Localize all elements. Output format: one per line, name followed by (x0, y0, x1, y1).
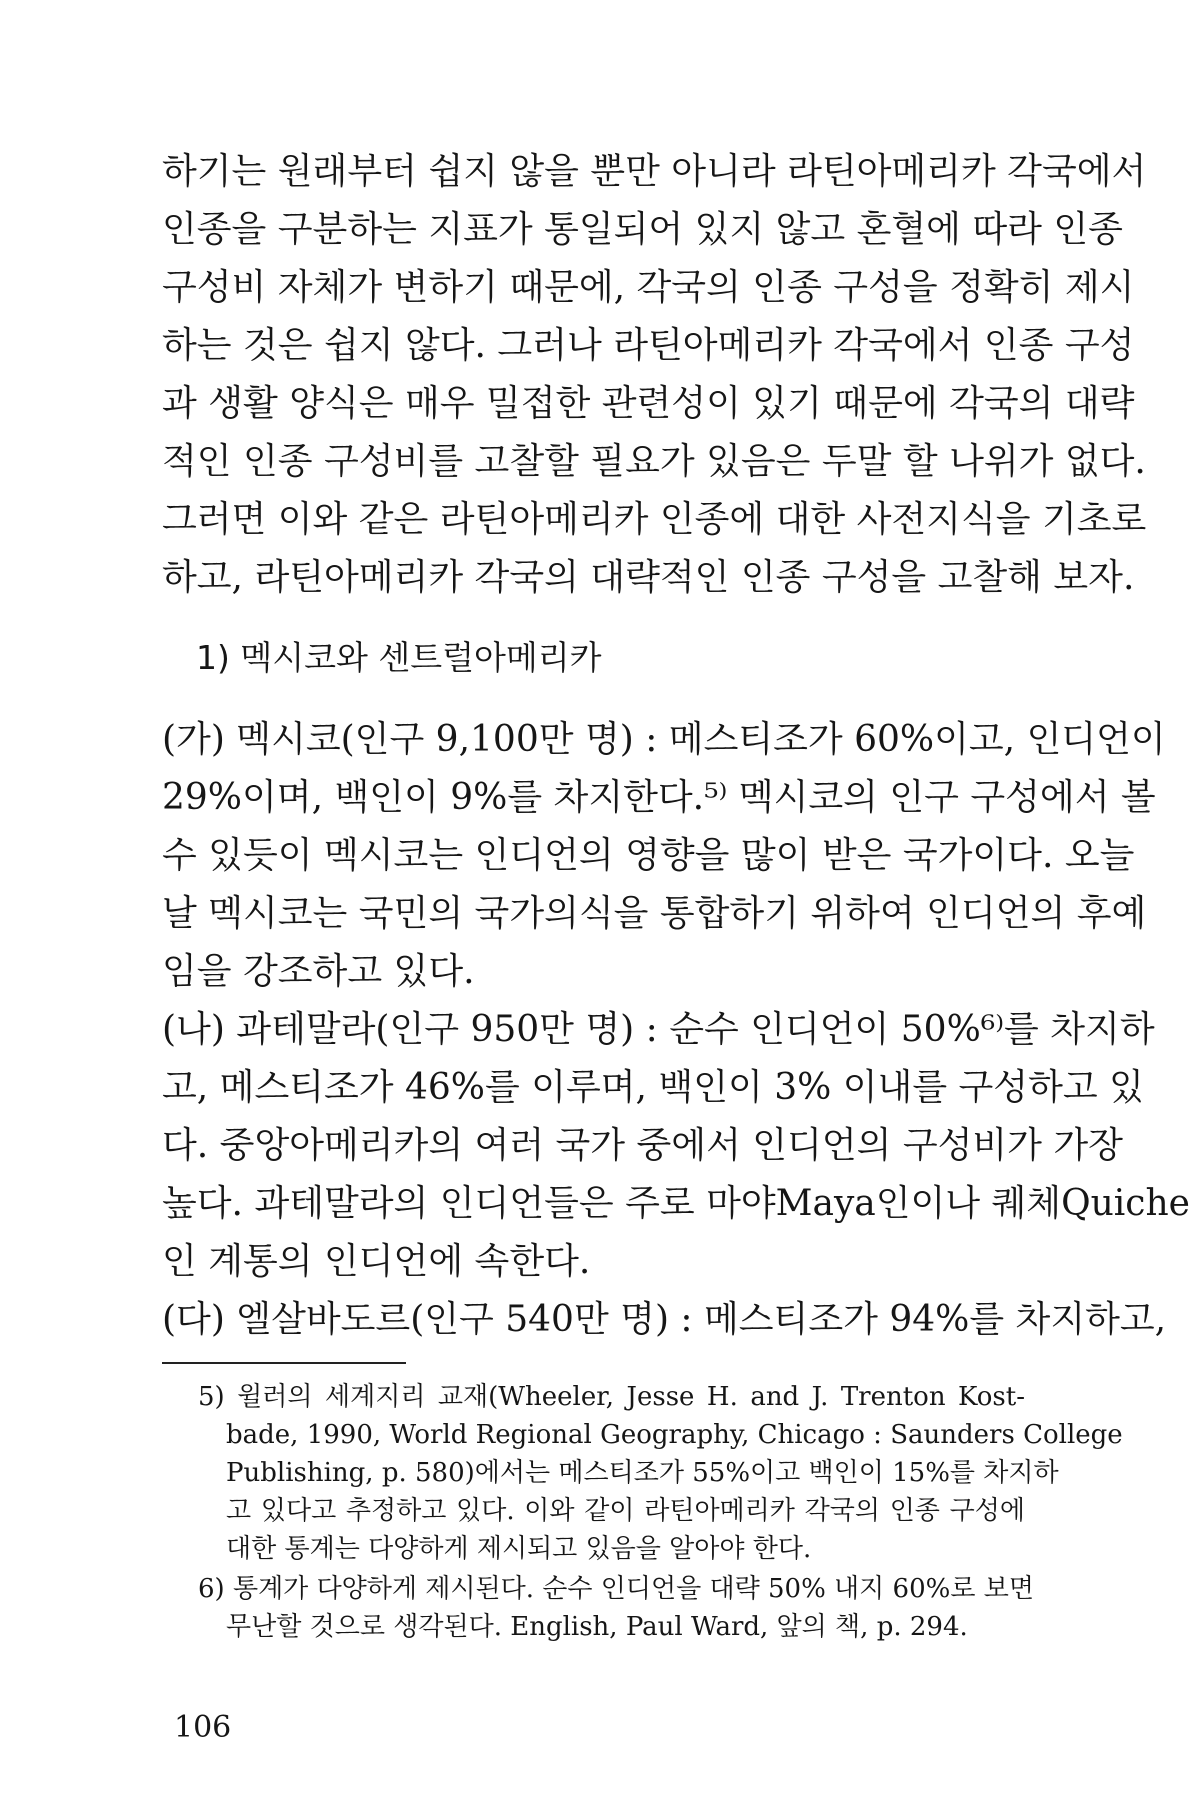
footnote-line: 대한 통계는 다양하게 제시되고 있음을 알아야 한다. (226, 1534, 812, 1564)
footnote-line: 무난할 것으로 생각된다. English, Paul Ward, 앞의 책, p. 294. (226, 1612, 968, 1642)
body-text-line: 고, 메스티조가 46%를 이루며, 백인이 3% 이내를 구성하고 있 (162, 1067, 1144, 1108)
body-text-line: 그러면 이와 같은 라틴아메리카 인종에 대한 사전지식을 기초로 (162, 499, 1147, 540)
footnote-rule (162, 1362, 406, 1364)
body-text-line: (나) 과테말라(인구 950만 명) : 순수 인디언이 50%⁶⁾를 차지하 (162, 1009, 1155, 1050)
body-text-line: 다. 중앙아메리카의 여러 국가 중에서 인디언의 구성비가 가장 (162, 1125, 1123, 1166)
body-text-line: 하고, 라틴아메리카 각국의 대략적인 인종 구성을 고찰해 보자. (162, 557, 1135, 598)
body-text-line: 구성비 자체가 변하기 때문에, 각국의 인종 구성을 정확히 제시 (162, 267, 1135, 308)
body-text-line: 높다. 과테말라의 인디언들은 주로 마야Maya인이나 퀘체Quiche (162, 1183, 1190, 1224)
page-number: 106 (174, 1710, 232, 1745)
body-text-line: 29%이며, 백인이 9%를 차지한다.⁵⁾ 멕시코의 인구 구성에서 볼 (162, 777, 1156, 818)
body-text-line: 과 생활 양식은 매우 밀접한 관련성이 있기 때문에 각국의 대략 (162, 383, 1135, 424)
body-text-line: 하기는 원래부터 쉽지 않을 뿐만 아니라 라틴아메리카 각국에서 (162, 151, 1147, 192)
footnote-line: Publishing, p. 580)에서는 메스티조가 55%이고 백인이 15%를 차지하 (226, 1458, 1059, 1488)
footnote-line: 6) 통계가 다양하게 제시된다. 순수 인디언을 대략 50% 내지 60%로 보면 (198, 1574, 1034, 1604)
footnote-line: bade, 1990, World Regional Geography, Chicago : Saunders College (226, 1420, 1123, 1450)
footnote-line: 5) 윌러의 세계지리 교재(Wheeler, Jesse H. and J. Trenton Kost- (198, 1382, 1025, 1412)
body-text-line: 인종을 구분하는 지표가 통일되어 있지 않고 혼혈에 따라 인종 (162, 209, 1123, 250)
body-text-line: (가) 멕시코(인구 9,100만 명) : 메스티조가 60%이고, 인디언이 (162, 719, 1166, 760)
body-text-line: (다) 엘살바도르(인구 540만 명) : 메스티조가 94%를 차지하고, (162, 1299, 1167, 1340)
section-heading: 1) 멕시코와 센트럴아메리카 (196, 638, 602, 677)
body-text-line: 임을 강조하고 있다. (162, 951, 475, 992)
body-text-line: 적인 인종 구성비를 고찰할 필요가 있음은 두말 할 나위가 없다. (162, 441, 1146, 482)
body-text-line: 수 있듯이 멕시코는 인디언의 영향을 많이 받은 국가이다. 오늘 (162, 835, 1135, 876)
body-text-line: 날 멕시코는 국민의 국가의식을 통합하기 위하여 인디언의 후예 (162, 893, 1147, 934)
body-text-line: 인 계통의 인디언에 속한다. (162, 1241, 591, 1282)
footnote-line: 고 있다고 추정하고 있다. 이와 같이 라틴아메리카 각국의 인종 구성에 (226, 1496, 1025, 1526)
body-text-line: 하는 것은 쉽지 않다. 그러나 라틴아메리카 각국에서 인종 구성 (162, 325, 1135, 366)
